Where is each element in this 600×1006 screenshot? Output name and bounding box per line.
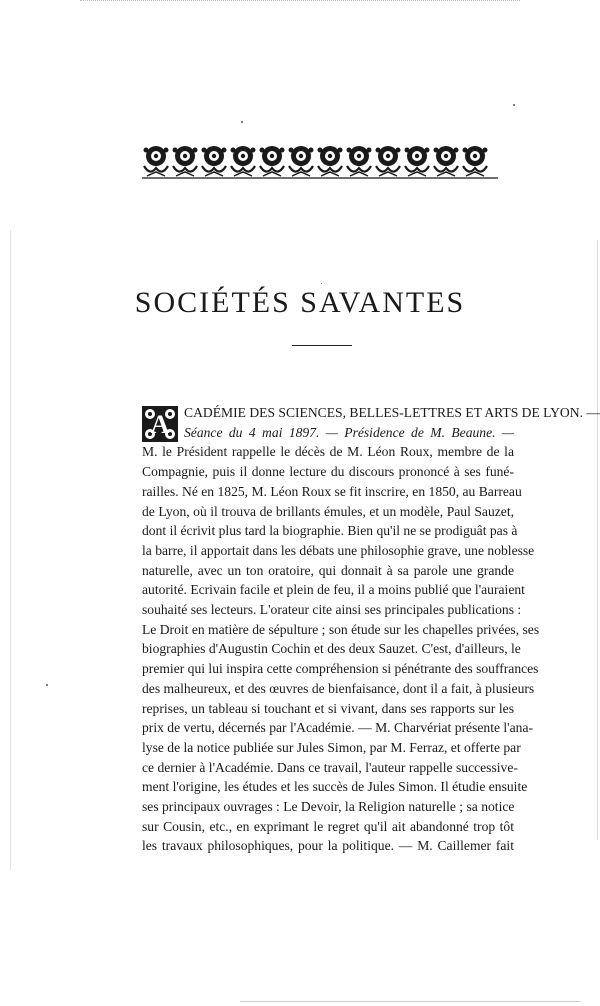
text-line: ses principaux ouvrages : Le Devoir, la Religion naturelle ; sa notice [142,799,515,815]
text-line: la barre, il apportait dans les débats une philosophie grave, une noblesse [142,542,535,558]
text-line: sur Cousin, etc., en exprimant le regret qu'il ait abandonné trop tôt [142,818,514,834]
text-line: les travaux philosophiques, pour la politique. — M. Caillemer fait [142,838,514,854]
text-line: des malheureux, et des œuvres de bienfaisance, dont il a fait, à plusieurs [142,680,535,696]
speck [46,684,48,686]
text-line: autorité. Ecrivain facile et plein de feu, il a moins publié que l'auraient [142,582,525,598]
text-line: premier qui lui inspira cette compréhension si pénétrante des souffrances [142,661,539,677]
text-line: lyse de la notice publiée sur Jules Simon, par M. Ferraz, et offerte par [142,739,521,755]
text-line: souhaité ses lecteurs. L'orateur cite ainsi ses principales publications : [142,602,522,618]
speck [513,104,515,106]
article-body [142,403,600,856]
text-line: Le Droit en matière de sépulture ; son étude sur les chapelles privées, ses [142,621,540,637]
page-title: SOCIÉTÉS SAVANTES [134,286,466,319]
text-line: biographies d'Augustin Cochin et des deux Sauzet. C'est, d'ailleurs, le [142,641,521,657]
scan-edge-top [80,0,520,7]
ornamental-header-band [140,140,500,182]
text-line: reprises, un tableau si touchant et si vivant, dans ses rapports sur les [142,700,514,716]
text-line: CADÉMIE DES SCIENCES, BELLES-LETTRES ET ARTS DE LYON. — [184,405,600,420]
text-line: Séance du 4 mai 1897. — Présidence de M. Beaune. — [184,424,514,440]
speck [321,283,322,284]
text-line: M. le Président rappelle le décès de M. Léon Roux, membre de la [142,444,514,460]
ornament-icon [140,140,500,182]
text-line: de Lyon, où il trouva de brillants émules, et un modèle, Paul Sauzet, [142,503,514,519]
text-line: naturelle, avec un ton oratoire, qui donnait à sa parole une grande [142,562,514,578]
text-line: ment l'origine, les études et les succès de Jules Simon. Il étudie ensuite [142,779,528,795]
scan-edge-right [596,240,598,840]
text-line: railles. Né en 1825, M. Léon Roux se fit inscrire, en 1850, au Barreau [142,483,522,499]
text-line: ce dernier à l'Académie. Dans ce travail, l'auteur rappelle successive- [142,759,518,775]
scan-edge-left [10,230,12,870]
speck [241,121,243,123]
text-line: Compagnie, puis il donne lecture du discours prononcé à ses funé- [142,464,514,480]
text-line: prix de vertu, décernés par l'Académie. — M. Charvériat présente l'ana- [142,720,534,736]
dropcap-letter: A [150,410,170,439]
text-line: dont il écrivit plus tard la biographie. Bien qu'il ne se prodiguât pas à [142,523,518,539]
title-rule [292,345,352,346]
scan-edge-bottom [240,1000,580,1002]
